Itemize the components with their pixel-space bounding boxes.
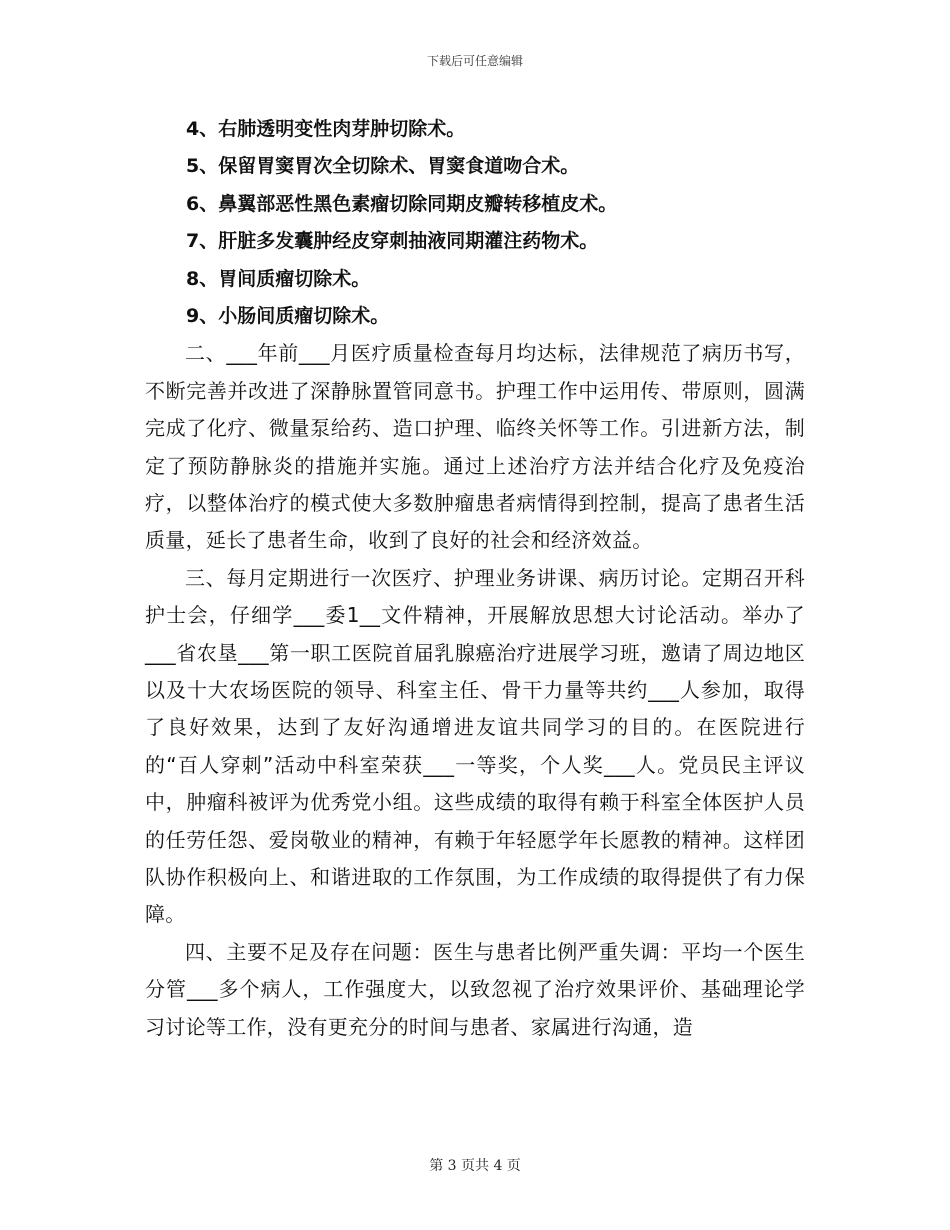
page-footer: 第 3 页共 4 页 xyxy=(429,1158,521,1174)
list-item: 5、保留胃窦胃次全切除术、胃窦食道吻合术。 xyxy=(186,155,580,178)
paragraph: 三、每月定期进行一次医疗、护理业务讲课、病历讨论。定期召开科护士会，仔细学___委1__文件精神，开展解放思想大讨论活动。举办了___省农垦___第一职工医院首届乳腺癌治疗进展学习班，邀请了周边地区以及十大农场医院的领导、科室主任、骨干力量等共约___人参加，取得了良好效果，达到了友好沟通增进友谊共同学习的目的。在医院进行的“百人穿刺”活动中科室荣获___一等奖，个人奖___人。党员民主评议中，肿瘤科被评为优秀党小组。这些成绩的取得有赖于科室全体医护人员的任劳任怨、爱岗敬业的精神，有赖于年轻愿学年长愿教的精神。这样团队协作积极向上、和谐进取的工作氛围，为工作成绩的取得提供了有力保障。 xyxy=(145,565,805,927)
list-item: 9、小肠间质瘤切除术。 xyxy=(186,304,390,327)
list-item: 6、鼻翼部恶性黑色素瘤切除同期皮瓣转移植皮术。 xyxy=(186,192,618,215)
paragraph: 四、主要不足及存在问题：医生与患者比例严重失调：平均一个医生分管___多个病人，工作强度大，以致忽视了治疗效果评价、基础理论学习讨论等工作，没有更充分的时间与患者、家属进行沟通，造 xyxy=(145,939,805,1039)
list-item: 8、胃间质瘤切除术。 xyxy=(186,267,371,290)
list-item: 7、肝脏多发囊肿经皮穿刺抽液同期灌注药物术。 xyxy=(186,230,599,253)
document-body xyxy=(145,111,805,1046)
list-item: 4、右肺透明变性肉芽肿切除术。 xyxy=(186,118,466,140)
page-header: 下载后可任意编辑 xyxy=(426,54,523,68)
paragraph: 二、___年前___月医疗质量检查每月均达标，法律规范了病历书写，不断完善并改进了深静脉置管同意书。护理工作中运用传、带原则，圆满完成了化疗、微量泵给药、造口护理、临终关怀等工作。引进新方法，制定了预防静脉炎的措施并实施。通过上述治疗方法并结合化疗及免疫治疗，以整体治疗的模式使大多数肿瘤患者病情得到控制，提高了患者生活质量，延长了患者生命，收到了良好的社会和经济效益。 xyxy=(145,341,805,553)
